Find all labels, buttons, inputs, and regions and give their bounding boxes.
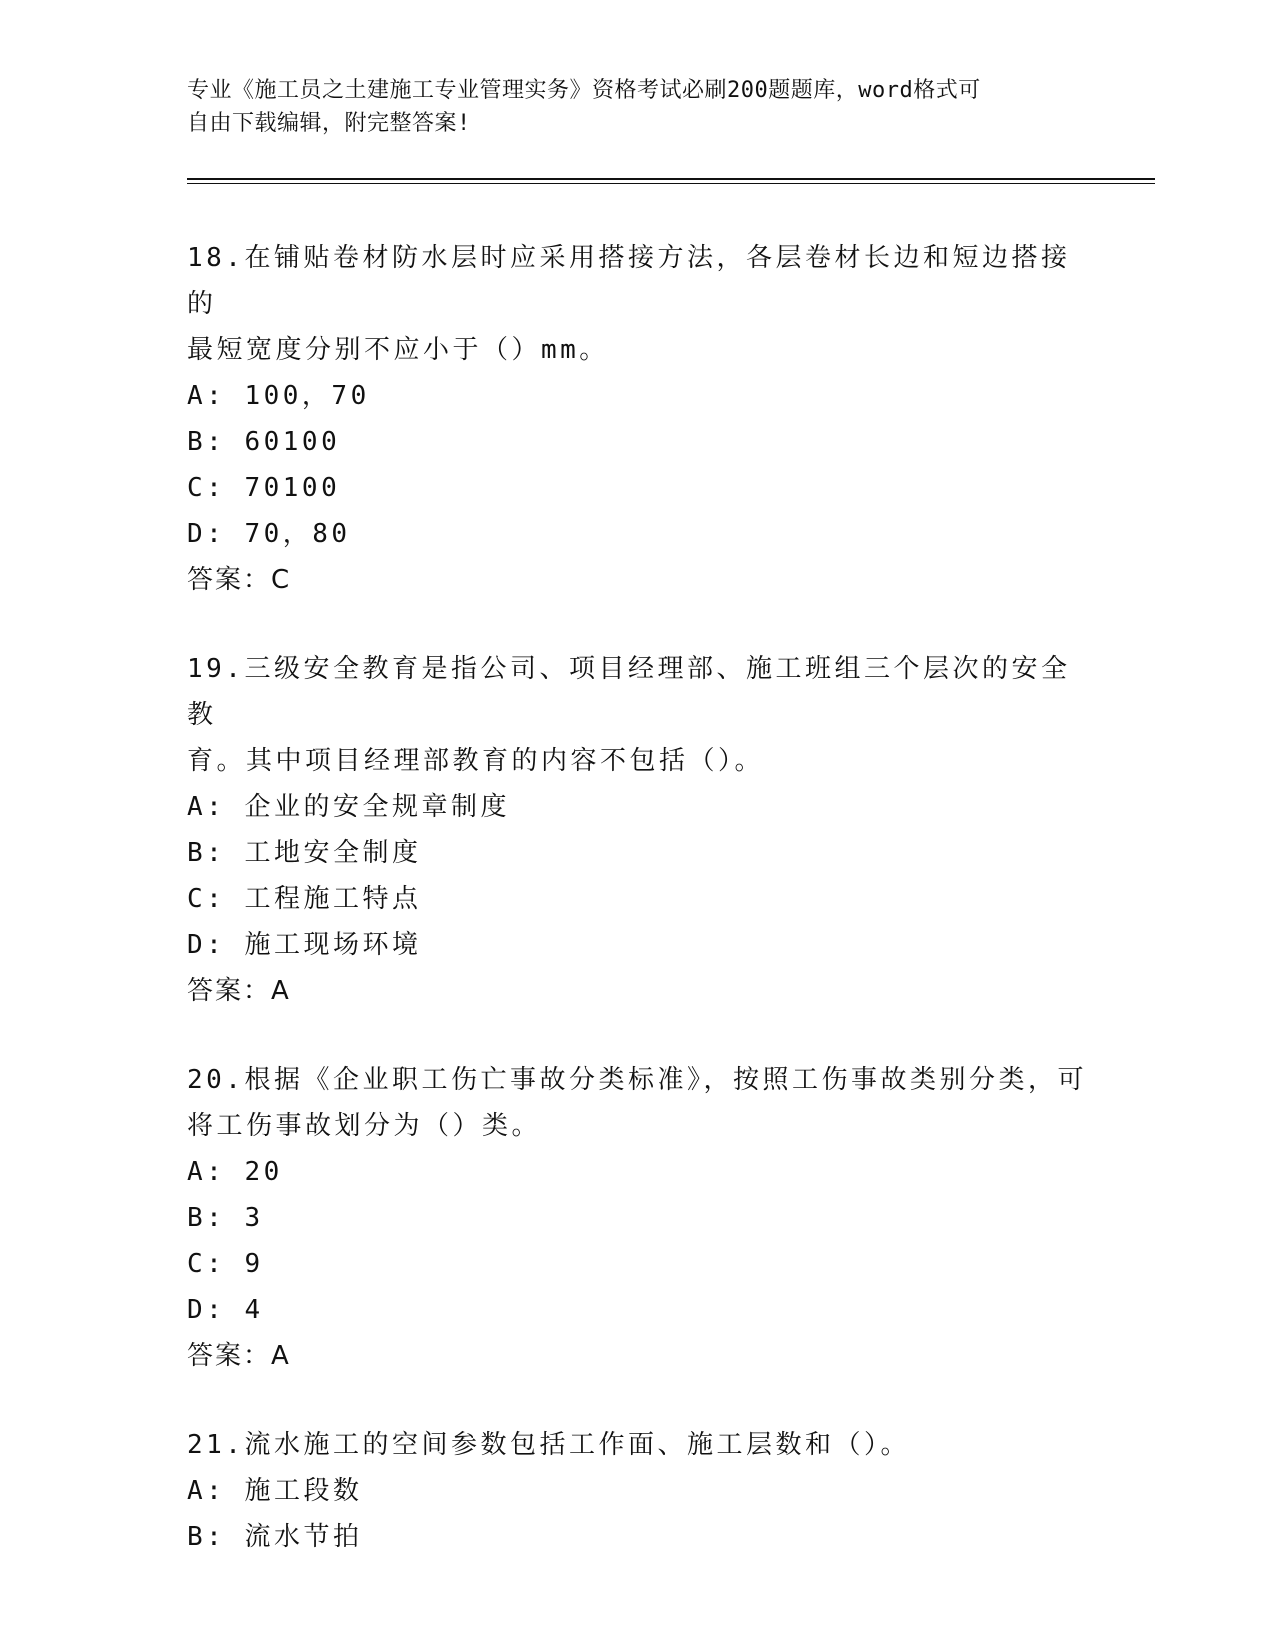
question-stem-line: 最短宽度分别不应小于（）mm。 [187, 335, 609, 365]
option-c: C: 70100 [187, 473, 341, 503]
question-stem-line: 20.根据《企业职工伤亡事故分类标准》，按照工伤事故类别分类，可 [187, 1065, 1087, 1095]
option-d: D: 70，80 [187, 519, 351, 549]
option-c: C: 9 [187, 1249, 264, 1279]
option-b: B: 流水节拍 [187, 1522, 363, 1552]
question-spacer [187, 1014, 1087, 1057]
answer: 答案：A [187, 1341, 291, 1371]
option-d: D: 施工现场环境 [187, 930, 422, 960]
question-20 [187, 1057, 1087, 1379]
option-a: A: 100，70 [187, 381, 370, 411]
option-a: A: 20 [187, 1157, 283, 1187]
answer: 答案：C [187, 565, 292, 595]
option-b: B: 3 [187, 1203, 264, 1233]
question-21 [187, 1422, 1087, 1560]
option-b: B: 60100 [187, 427, 341, 457]
answer: 答案：A [187, 976, 291, 1006]
header-line-2: 自由下载编辑，附完整答案! [187, 111, 471, 136]
option-a: A: 施工段数 [187, 1476, 363, 1506]
question-stem-line: 21.流水施工的空间参数包括工作面、施工层数和（）。 [187, 1430, 910, 1460]
question-stem-line: 育。其中项目经理部教育的内容不包括（）。 [187, 746, 765, 776]
header-line-1: 专业《施工员之土建施工专业管理实务》资格考试必刷200题题库，word格式可 [187, 78, 981, 103]
question-spacer [187, 603, 1087, 646]
option-d: D: 4 [187, 1295, 264, 1325]
option-a: A: 企业的安全规章制度 [187, 792, 510, 822]
question-18 [187, 235, 1087, 603]
question-stem-line: 将工伤事故划分为（）类。 [187, 1111, 542, 1141]
question-spacer [187, 1379, 1087, 1422]
header-divider [187, 178, 1155, 184]
option-c: C: 工程施工特点 [187, 884, 422, 914]
question-stem-line: 18.在铺贴卷材防水层时应采用搭接方法，各层卷材长边和短边搭接的 [187, 243, 1071, 319]
option-b: B: 工地安全制度 [187, 838, 422, 868]
question-list [187, 235, 1087, 1560]
question-19 [187, 646, 1087, 1014]
document-header [187, 74, 1067, 140]
question-stem-line: 19.三级安全教育是指公司、项目经理部、施工班组三个层次的安全教 [187, 654, 1071, 730]
